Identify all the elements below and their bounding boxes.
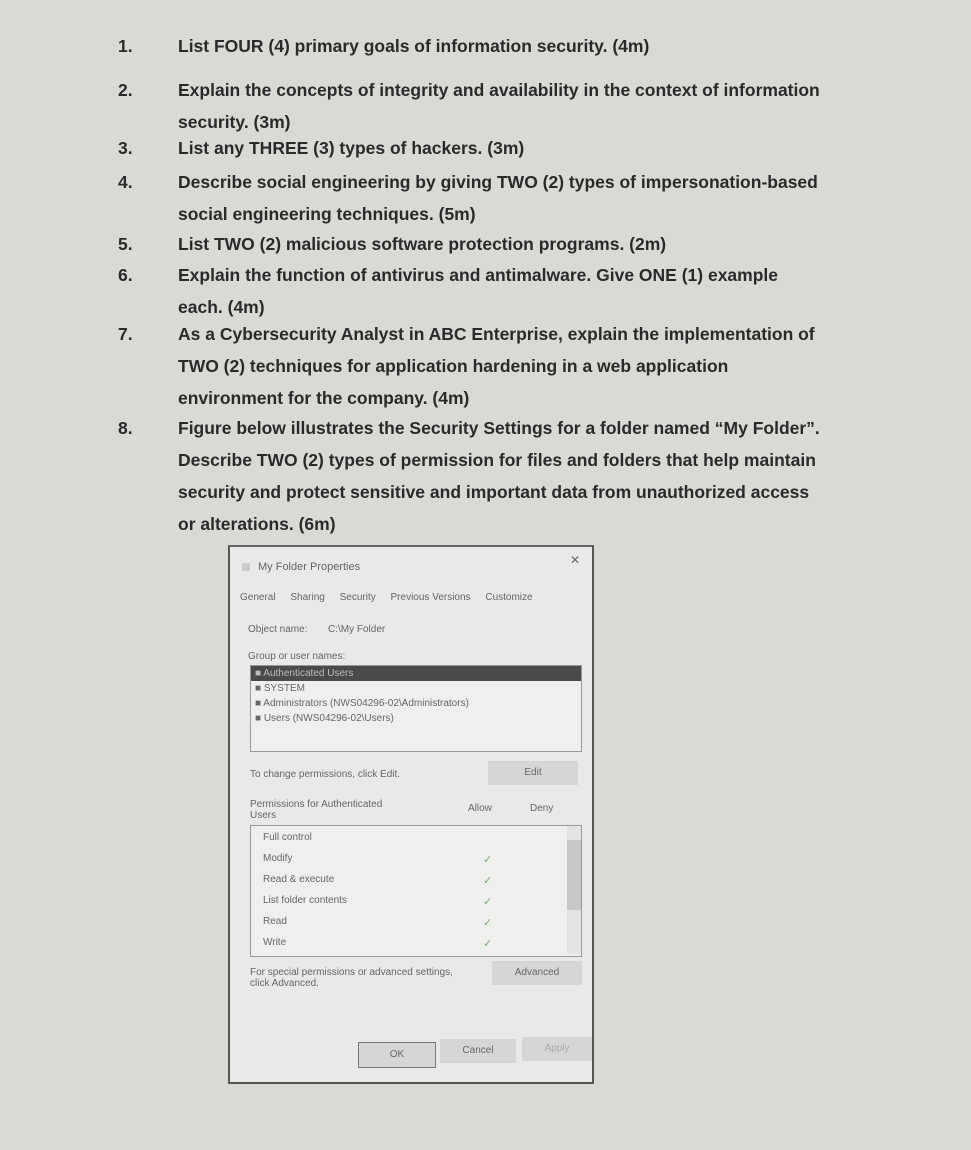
question-line bbox=[118, 198, 818, 230]
question-text: or alterations. (6m) bbox=[178, 514, 336, 534]
user-item[interactable]: ■ Authenticated Users bbox=[251, 666, 581, 681]
question-text: security. (3m) bbox=[178, 112, 291, 132]
folder-icon bbox=[242, 563, 250, 571]
change-hint: To change permissions, click Edit. bbox=[250, 769, 401, 780]
scrollbar[interactable] bbox=[567, 826, 581, 954]
permission-name: Write bbox=[263, 937, 287, 948]
question-number: 8. bbox=[118, 418, 133, 438]
question-line bbox=[118, 476, 820, 508]
tab-general[interactable]: General bbox=[240, 592, 276, 603]
question-text: environment for the company. (4m) bbox=[178, 388, 470, 408]
tab-security[interactable]: Security bbox=[339, 592, 376, 603]
permission-name: Modify bbox=[263, 853, 293, 864]
question-line bbox=[118, 74, 820, 106]
allow-check-icon: ✓ bbox=[483, 854, 493, 866]
question-text: List TWO (2) malicious software protection programs. (2m) bbox=[178, 234, 667, 254]
permissions-label: Permissions for Authenticated Users bbox=[250, 799, 383, 821]
question-line bbox=[118, 166, 818, 198]
question-line bbox=[118, 412, 820, 444]
cancel-button[interactable]: Cancel bbox=[440, 1039, 516, 1063]
permission-name: Read bbox=[263, 916, 287, 927]
user-item[interactable]: ■ Users (NWS04296-02\Users) bbox=[255, 713, 394, 724]
permission-name: Full control bbox=[263, 832, 312, 843]
question-item bbox=[118, 166, 818, 230]
question-item bbox=[118, 259, 778, 323]
question-number: 2. bbox=[118, 80, 133, 100]
edit-button[interactable]: Edit bbox=[488, 761, 578, 785]
question-text: social engineering techniques. (5m) bbox=[178, 204, 476, 224]
question-item bbox=[118, 228, 666, 260]
question-line bbox=[118, 132, 524, 164]
allow-header: Allow bbox=[468, 803, 492, 814]
question-line bbox=[118, 350, 815, 382]
question-text: TWO (2) techniques for application hardening in a web application bbox=[178, 356, 729, 376]
question-line bbox=[118, 382, 815, 414]
allow-check-icon: ✓ bbox=[483, 896, 493, 908]
question-line bbox=[118, 318, 815, 350]
advanced-button[interactable]: Advanced bbox=[492, 961, 582, 985]
question-text: Describe social engineering by giving TWO (2) types of impersonation-based bbox=[178, 172, 818, 192]
permission-name: List folder contents bbox=[263, 895, 347, 906]
properties-dialog bbox=[228, 545, 594, 1084]
permission-row bbox=[263, 832, 563, 850]
question-number: 7. bbox=[118, 324, 133, 344]
question-text: Explain the function of antivirus and antimalware. Give ONE (1) example bbox=[178, 265, 778, 285]
question-line bbox=[118, 444, 820, 476]
question-item bbox=[118, 30, 649, 62]
question-line bbox=[118, 508, 820, 540]
apply-button[interactable]: Apply bbox=[522, 1037, 592, 1061]
user-item[interactable]: ■ Administrators (NWS04296-02\Administrators) bbox=[255, 698, 469, 709]
tab-sharing[interactable]: Sharing bbox=[290, 592, 325, 603]
allow-check-icon: ✓ bbox=[483, 938, 493, 950]
question-item bbox=[118, 132, 524, 164]
question-line bbox=[118, 228, 666, 260]
question-item bbox=[118, 412, 820, 540]
object-name-label: Object name: bbox=[248, 624, 308, 635]
question-number: 4. bbox=[118, 172, 133, 192]
permission-name: Read & execute bbox=[263, 874, 335, 885]
question-text: Describe TWO (2) types of permission for files and folders that help maintain bbox=[178, 450, 816, 470]
permission-row bbox=[263, 895, 563, 913]
scrollbar-thumb[interactable] bbox=[567, 840, 581, 910]
question-text: each. (4m) bbox=[178, 297, 265, 317]
user-list bbox=[250, 665, 582, 752]
question-number: 6. bbox=[118, 265, 133, 285]
permissions-list bbox=[250, 825, 582, 957]
allow-check-icon: ✓ bbox=[483, 875, 493, 887]
permission-row bbox=[263, 853, 563, 871]
dialog-title: My Folder Properties bbox=[258, 561, 361, 573]
tab-customize[interactable]: Customize bbox=[485, 592, 533, 603]
question-text: List FOUR (4) primary goals of information security. (4m) bbox=[178, 36, 650, 56]
close-icon[interactable]: ✕ bbox=[570, 553, 581, 567]
group-label: Group or user names: bbox=[248, 651, 346, 662]
question-text: As a Cybersecurity Analyst in ABC Enterprise, explain the implementation of bbox=[178, 324, 815, 344]
question-number: 1. bbox=[118, 36, 133, 56]
question-line bbox=[118, 30, 649, 62]
question-item bbox=[118, 318, 815, 414]
deny-header: Deny bbox=[530, 803, 554, 814]
question-text: Explain the concepts of integrity and availability in the context of information bbox=[178, 80, 820, 100]
allow-check-icon: ✓ bbox=[483, 917, 493, 929]
tab-bar bbox=[240, 592, 533, 603]
user-item[interactable]: ■ SYSTEM bbox=[255, 683, 305, 694]
question-number: 3. bbox=[118, 138, 133, 158]
question-line bbox=[118, 259, 778, 291]
advanced-hint: For special permissions or advanced settings, click Advanced. bbox=[250, 967, 453, 989]
permission-row bbox=[263, 874, 563, 892]
question-item bbox=[118, 74, 820, 138]
object-name-value: C:\My Folder bbox=[328, 624, 386, 635]
permission-row bbox=[263, 937, 563, 955]
tab-previous-versions[interactable]: Previous Versions bbox=[390, 592, 471, 603]
question-number: 5. bbox=[118, 234, 133, 254]
ok-button[interactable]: OK bbox=[358, 1042, 436, 1068]
permission-row bbox=[263, 916, 563, 934]
question-text: List any THREE (3) types of hackers. (3m) bbox=[178, 138, 525, 158]
question-text: Figure below illustrates the Security Settings for a folder named “My Folder”. bbox=[178, 418, 820, 438]
question-text: security and protect sensitive and important data from unauthorized access bbox=[178, 482, 810, 502]
